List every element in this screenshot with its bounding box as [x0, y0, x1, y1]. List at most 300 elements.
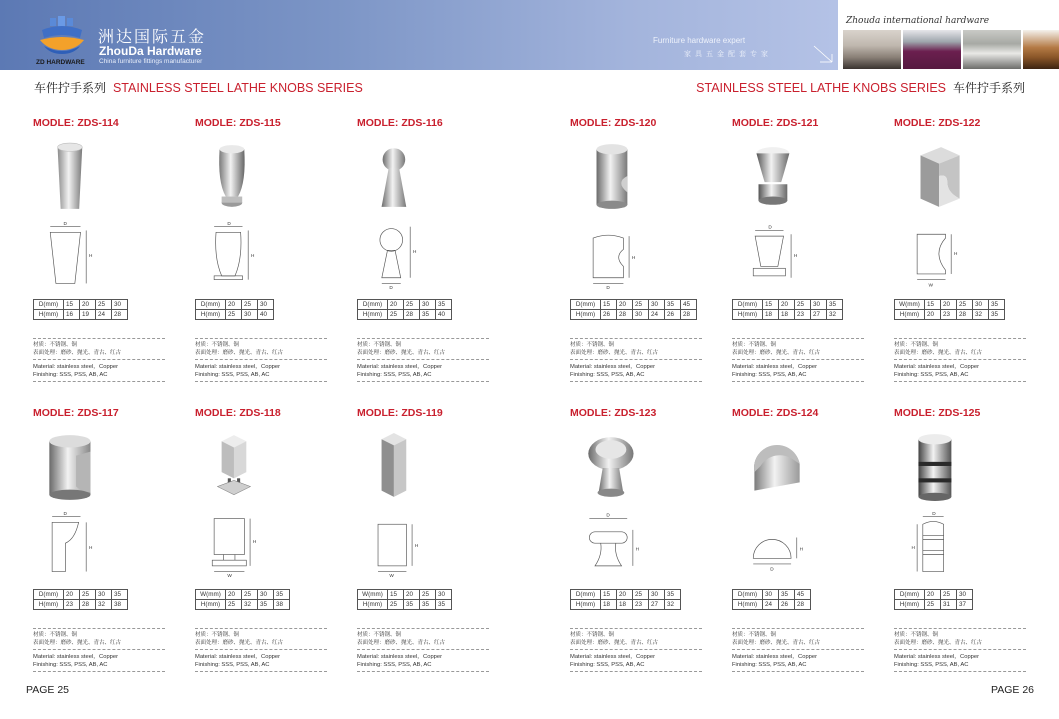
dashed-divider — [33, 381, 165, 382]
spec-label: H(mm) — [358, 600, 388, 610]
material-en: Material: stainless steel，Copper — [195, 364, 281, 370]
spec-value: 25 — [242, 590, 258, 600]
table-row — [895, 590, 973, 600]
dashed-divider — [195, 338, 327, 339]
spec-value: 20 — [617, 300, 633, 310]
spec-value: 18 — [779, 310, 795, 320]
dashed-divider — [894, 628, 1026, 629]
spec-label: D(mm) — [571, 300, 601, 310]
spec-label: D(mm) — [895, 590, 925, 600]
svg-text:D: D — [63, 511, 67, 517]
svg-text:D: D — [63, 221, 67, 227]
finish-cn: 表面处理：磨砂、抛光、青古、红古 — [570, 640, 659, 646]
material-cn: 材质：不锈钢、铜 — [894, 632, 939, 638]
spec-value: 25 — [957, 300, 973, 310]
model-number: MODLE: ZDS-114 — [33, 117, 119, 129]
spec-label: H(mm) — [895, 600, 925, 610]
spec-value: 35 — [258, 600, 274, 610]
spec-value: 20 — [941, 300, 957, 310]
table-row — [733, 310, 843, 320]
material-cn: 材质：不锈钢、铜 — [195, 342, 240, 348]
dashed-divider — [357, 381, 489, 382]
spec-label: H(mm) — [733, 600, 763, 610]
spec-label: D(mm) — [196, 300, 226, 310]
spec-value: 32 — [242, 600, 258, 610]
table-row — [358, 310, 452, 320]
spec-table — [732, 299, 843, 320]
spec-table — [732, 589, 811, 610]
spec-value: 30 — [258, 300, 274, 310]
spec-value: 20 — [226, 590, 242, 600]
spec-value: 32 — [96, 600, 112, 610]
dashed-divider — [732, 671, 864, 672]
spec-value: 26 — [665, 310, 681, 320]
page-number-left: PAGE 25 — [26, 684, 69, 696]
dashed-divider — [732, 381, 864, 382]
dimension-drawing-icon — [578, 221, 698, 291]
dashed-divider — [570, 359, 702, 360]
material-en: Material: stainless steel，Copper — [732, 364, 818, 370]
spec-table — [33, 299, 128, 320]
zd-logo-icon — [36, 16, 88, 66]
spec-label: H(mm) — [571, 310, 601, 320]
script-title: Zhouda international hardware — [846, 16, 990, 26]
spec-value: 35 — [436, 600, 452, 610]
finish-en: Finishing: SSS, PSS, AB, AC — [894, 662, 969, 668]
finish-en: Finishing: SSS, PSS, AB, AC — [33, 372, 108, 378]
spec-value: 15 — [388, 590, 404, 600]
page-number-right: PAGE 26 — [991, 684, 1034, 696]
finish-en: Finishing: SSS, PSS, AB, AC — [357, 662, 432, 668]
table-row — [895, 600, 973, 610]
spec-value: 35 — [779, 590, 795, 600]
material-cn: 材质：不锈钢、铜 — [732, 632, 777, 638]
finish-cn: 表面处理：磨砂、抛光、青古、红古 — [894, 640, 983, 646]
dashed-divider — [195, 381, 327, 382]
spec-value: 25 — [420, 590, 436, 600]
table-row — [733, 590, 811, 600]
material-en: Material: stainless steel，Copper — [570, 654, 656, 660]
spec-value: 35 — [665, 300, 681, 310]
spec-table — [33, 589, 128, 610]
brand-name-cn: 洲达国际五金 — [98, 27, 207, 46]
spec-value: 20 — [779, 300, 795, 310]
product-card — [33, 117, 183, 387]
table-row — [196, 590, 290, 600]
table-row — [34, 300, 128, 310]
table-row — [196, 310, 274, 320]
finish-en: Finishing: SSS, PSS, AB, AC — [732, 662, 807, 668]
model-number: MODLE: ZDS-125 — [894, 407, 981, 419]
svg-text:H: H — [954, 252, 958, 258]
spec-value: 35 — [112, 590, 128, 600]
spec-table — [195, 589, 290, 610]
spec-value: 20 — [404, 590, 420, 600]
spec-value: 15 — [601, 590, 617, 600]
spec-value: 30 — [633, 310, 649, 320]
model-number: MODLE: ZDS-119 — [357, 407, 443, 419]
spec-value: 32 — [665, 600, 681, 610]
material-cn: 材质：不锈钢、铜 — [33, 632, 78, 638]
dashed-divider — [894, 359, 1026, 360]
spec-value: 20 — [226, 300, 242, 310]
dimension-drawing-icon — [578, 511, 698, 581]
spec-value: 24 — [96, 310, 112, 320]
spec-value: 25 — [80, 590, 96, 600]
material-cn: 材质：不锈钢、铜 — [357, 342, 402, 348]
dimension-drawing-icon — [199, 221, 319, 291]
dashed-divider — [357, 649, 489, 650]
product-card — [894, 117, 1044, 387]
svg-text:H: H — [635, 547, 640, 553]
spec-value: 30 — [96, 590, 112, 600]
dashed-divider — [33, 649, 165, 650]
material-en: Material: stainless steel，Copper — [357, 654, 443, 660]
spec-table — [195, 299, 274, 320]
spec-value: 15 — [763, 300, 779, 310]
knob-photo-icon — [740, 431, 860, 503]
svg-text:D: D — [389, 286, 393, 291]
spec-value: 20 — [925, 590, 941, 600]
knob-photo-icon — [578, 431, 698, 503]
spec-value: 38 — [274, 600, 290, 610]
knob-photo-icon — [361, 141, 481, 213]
svg-text:D: D — [768, 225, 772, 231]
spec-label: H(mm) — [895, 310, 925, 320]
table-row — [571, 300, 697, 310]
spec-value: 15 — [64, 300, 80, 310]
model-number: MODLE: ZDS-116 — [357, 117, 443, 129]
svg-text:H: H — [252, 540, 257, 546]
svg-text:D: D — [770, 567, 774, 573]
spec-value: 27 — [811, 310, 827, 320]
finish-en: Finishing: SSS, PSS, AB, AC — [894, 372, 969, 378]
kitchen-photo-strip — [843, 30, 1059, 69]
model-number: MODLE: ZDS-115 — [195, 117, 281, 129]
finish-en: Finishing: SSS, PSS, AB, AC — [195, 662, 270, 668]
spec-label: D(mm) — [733, 590, 763, 600]
svg-text:H: H — [799, 547, 804, 553]
series-title-en: STAINLESS STEEL LATHE KNOBS SERIES — [696, 81, 947, 95]
dimension-drawing-icon — [37, 511, 157, 581]
spec-value: 45 — [681, 300, 697, 310]
table-row — [34, 600, 128, 610]
spec-value: 25 — [925, 600, 941, 610]
table-row — [196, 600, 290, 610]
finish-cn: 表面处理：磨砂、抛光、青古、红古 — [195, 350, 284, 356]
svg-text:D: D — [227, 221, 231, 227]
spec-value: 26 — [601, 310, 617, 320]
finish-cn: 表面处理：磨砂、抛光、青古、红古 — [195, 640, 284, 646]
finish-cn: 表面处理：磨砂、抛光、青古、红古 — [732, 640, 821, 646]
spec-value: 45 — [795, 590, 811, 600]
dashed-divider — [732, 649, 864, 650]
model-number: MODLE: ZDS-118 — [195, 407, 281, 419]
svg-text:H: H — [414, 543, 419, 549]
spec-table — [894, 589, 973, 610]
finish-en: Finishing: SSS, PSS, AB, AC — [570, 662, 645, 668]
spec-label: H(mm) — [733, 310, 763, 320]
spec-value: 30 — [763, 590, 779, 600]
product-card — [732, 407, 882, 677]
spec-value: 15 — [925, 300, 941, 310]
material-en: Material: stainless steel，Copper — [894, 654, 980, 660]
brand-subtitle: China furniture fittings manufacturer — [99, 58, 203, 65]
spec-label: H(mm) — [34, 310, 64, 320]
dashed-divider — [570, 381, 702, 382]
spec-value: 23 — [795, 310, 811, 320]
material-cn: 材质：不锈钢、铜 — [732, 342, 777, 348]
table-row — [733, 300, 843, 310]
spec-value: 25 — [633, 590, 649, 600]
series-title-en: STAINLESS STEEL LATHE KNOBS SERIES — [112, 81, 363, 95]
product-card — [570, 117, 720, 387]
material-en: Material: stainless steel，Copper — [33, 364, 119, 370]
knob-photo-icon — [199, 431, 319, 503]
spec-label: W(mm) — [196, 590, 226, 600]
dashed-divider — [894, 381, 1026, 382]
spec-value: 35 — [827, 300, 843, 310]
spec-value: 30 — [649, 300, 665, 310]
product-card — [894, 407, 1044, 677]
svg-text:W: W — [928, 283, 933, 289]
spec-label: H(mm) — [196, 600, 226, 610]
dashed-divider — [732, 338, 864, 339]
finish-en: Finishing: SSS, PSS, AB, AC — [357, 372, 432, 378]
spec-value: 28 — [80, 600, 96, 610]
spec-value: 15 — [601, 300, 617, 310]
product-card — [357, 117, 507, 387]
series-title-left — [34, 79, 363, 96]
table-row — [358, 590, 452, 600]
dashed-divider — [732, 359, 864, 360]
spec-value: 25 — [226, 310, 242, 320]
finish-en: Finishing: SSS, PSS, AB, AC — [33, 662, 108, 668]
product-card — [195, 117, 345, 387]
dashed-divider — [195, 628, 327, 629]
dashed-divider — [894, 649, 1026, 650]
spec-value: 38 — [112, 600, 128, 610]
svg-text:H: H — [251, 253, 255, 259]
dashed-divider — [357, 671, 489, 672]
spec-value: 20 — [388, 300, 404, 310]
svg-text:D: D — [932, 511, 936, 517]
table-row — [895, 310, 1005, 320]
model-number: MODLE: ZDS-121 — [732, 117, 819, 129]
kitchen-photo — [903, 30, 961, 69]
material-en: Material: stainless steel，Copper — [570, 364, 656, 370]
spec-value: 30 — [420, 300, 436, 310]
kitchen-photo — [1023, 30, 1059, 69]
model-number: MODLE: ZDS-122 — [894, 117, 981, 129]
spec-value: 30 — [811, 300, 827, 310]
spec-value: 32 — [973, 310, 989, 320]
dashed-divider — [570, 649, 702, 650]
spec-value: 35 — [665, 590, 681, 600]
svg-text:D: D — [606, 286, 610, 291]
finish-en: Finishing: SSS, PSS, AB, AC — [570, 372, 645, 378]
finish-cn: 表面处理：磨砂、抛光、青古、红古 — [33, 640, 122, 646]
knob-photo-icon — [902, 431, 1022, 503]
spec-value: 35 — [404, 600, 420, 610]
knob-photo-icon — [902, 141, 1022, 213]
spec-value: 20 — [80, 300, 96, 310]
spec-value: 24 — [763, 600, 779, 610]
dashed-divider — [195, 671, 327, 672]
spec-value: 35 — [989, 310, 1005, 320]
kitchen-photo — [843, 30, 901, 69]
table-row — [34, 590, 128, 600]
tagline-en: Furniture hardware expert — [653, 36, 746, 45]
spec-value: 25 — [404, 300, 420, 310]
dimension-drawing-icon — [902, 221, 1022, 291]
model-number: MODLE: ZDS-120 — [570, 117, 657, 129]
series-title-cn: 车件拧手系列 — [952, 81, 1025, 95]
material-en: Material: stainless steel，Copper — [33, 654, 119, 660]
svg-text:H: H — [89, 545, 93, 551]
product-card — [33, 407, 183, 677]
table-row — [358, 600, 452, 610]
spec-value: 23 — [941, 310, 957, 320]
knob-photo-icon — [37, 431, 157, 503]
product-card — [570, 407, 720, 677]
dashed-divider — [570, 628, 702, 629]
spec-table — [357, 589, 452, 610]
spec-value: 28 — [404, 310, 420, 320]
spec-value: 18 — [763, 310, 779, 320]
spec-value: 30 — [242, 310, 258, 320]
spec-value: 28 — [957, 310, 973, 320]
spec-value: 28 — [681, 310, 697, 320]
spec-label: D(mm) — [358, 300, 388, 310]
spec-label: W(mm) — [358, 590, 388, 600]
spec-value: 23 — [64, 600, 80, 610]
spec-value: 28 — [112, 310, 128, 320]
table-row — [571, 590, 681, 600]
spec-value: 25 — [633, 300, 649, 310]
spec-value: 37 — [957, 600, 973, 610]
spec-value: 35 — [420, 600, 436, 610]
spec-value: 18 — [617, 600, 633, 610]
model-number: MODLE: ZDS-117 — [33, 407, 119, 419]
spec-value: 25 — [941, 590, 957, 600]
dashed-divider — [33, 359, 165, 360]
dashed-divider — [33, 338, 165, 339]
material-en: Material: stainless steel，Copper — [894, 364, 980, 370]
material-cn: 材质：不锈钢、铜 — [195, 632, 240, 638]
spec-value: 30 — [436, 590, 452, 600]
finish-cn: 表面处理：磨砂、抛光、青古、红古 — [357, 640, 446, 646]
knob-photo-icon — [578, 141, 698, 213]
kitchen-photo — [963, 30, 1021, 69]
svg-text:H: H — [911, 545, 915, 551]
dashed-divider — [732, 628, 864, 629]
spec-label: D(mm) — [733, 300, 763, 310]
svg-text:H: H — [631, 255, 636, 261]
dashed-divider — [570, 671, 702, 672]
spec-value: 20 — [64, 590, 80, 600]
table-row — [34, 310, 128, 320]
dashed-divider — [570, 338, 702, 339]
svg-text:ZD HARDWARE: ZD HARDWARE — [36, 59, 85, 66]
spec-value: 23 — [633, 600, 649, 610]
knob-photo-icon — [361, 431, 481, 503]
dashed-divider — [33, 671, 165, 672]
finish-cn: 表面处理：磨砂、抛光、青古、红古 — [33, 350, 122, 356]
spec-value: 30 — [258, 590, 274, 600]
spec-value: 40 — [436, 310, 452, 320]
dashed-divider — [33, 628, 165, 629]
spec-value: 26 — [779, 600, 795, 610]
spec-value: 35 — [436, 300, 452, 310]
finish-en: Finishing: SSS, PSS, AB, AC — [195, 372, 270, 378]
finish-cn: 表面处理：磨砂、抛光、青古、红古 — [357, 350, 446, 356]
spec-value: 28 — [795, 600, 811, 610]
spec-value: 25 — [242, 300, 258, 310]
spec-label: D(mm) — [34, 590, 64, 600]
dashed-divider — [195, 359, 327, 360]
catalog-header — [0, 0, 1059, 70]
series-title-right — [696, 79, 1025, 96]
product-card — [732, 117, 882, 387]
series-title-cn: 车件拧手系列 — [34, 81, 107, 95]
spec-value: 25 — [388, 310, 404, 320]
spec-label: H(mm) — [196, 310, 226, 320]
spec-value: 30 — [112, 300, 128, 310]
spec-label: H(mm) — [358, 310, 388, 320]
brand-name-en: ZhouDa Hardware — [99, 44, 202, 58]
spec-value: 32 — [827, 310, 843, 320]
spec-value: 35 — [274, 590, 290, 600]
dashed-divider — [894, 671, 1026, 672]
dimension-drawing-icon — [740, 221, 860, 291]
svg-text:H: H — [89, 253, 93, 259]
spec-value: 30 — [957, 590, 973, 600]
spec-label: H(mm) — [34, 600, 64, 610]
spec-table — [570, 589, 681, 610]
spec-label: D(mm) — [34, 300, 64, 310]
spec-table — [894, 299, 1005, 320]
spec-label: H(mm) — [571, 600, 601, 610]
dimension-drawing-icon — [37, 221, 157, 291]
knob-photo-icon — [199, 141, 319, 213]
knob-photo-icon — [37, 141, 157, 213]
material-cn: 材质：不锈钢、铜 — [570, 342, 615, 348]
table-row — [571, 600, 681, 610]
dashed-divider — [357, 338, 489, 339]
spec-value: 40 — [258, 310, 274, 320]
spec-value: 20 — [617, 590, 633, 600]
spec-value: 20 — [925, 310, 941, 320]
spec-value: 28 — [617, 310, 633, 320]
knob-photo-icon — [740, 141, 860, 213]
spec-value: 25 — [226, 600, 242, 610]
table-row — [895, 300, 1005, 310]
spec-value: 19 — [80, 310, 96, 320]
spec-value: 27 — [649, 600, 665, 610]
material-en: Material: stainless steel，Copper — [732, 654, 818, 660]
product-card — [357, 407, 507, 677]
material-cn: 材质：不锈钢、铜 — [357, 632, 402, 638]
spec-value: 35 — [420, 310, 436, 320]
spec-value: 30 — [649, 590, 665, 600]
finish-cn: 表面处理：磨砂、抛光、青古、红古 — [894, 350, 983, 356]
dimension-drawing-icon — [902, 511, 1022, 581]
table-row — [733, 600, 811, 610]
spec-label: W(mm) — [895, 300, 925, 310]
finish-en: Finishing: SSS, PSS, AB, AC — [732, 372, 807, 378]
tagline-cn: 家具五金配套专家 — [684, 50, 772, 58]
